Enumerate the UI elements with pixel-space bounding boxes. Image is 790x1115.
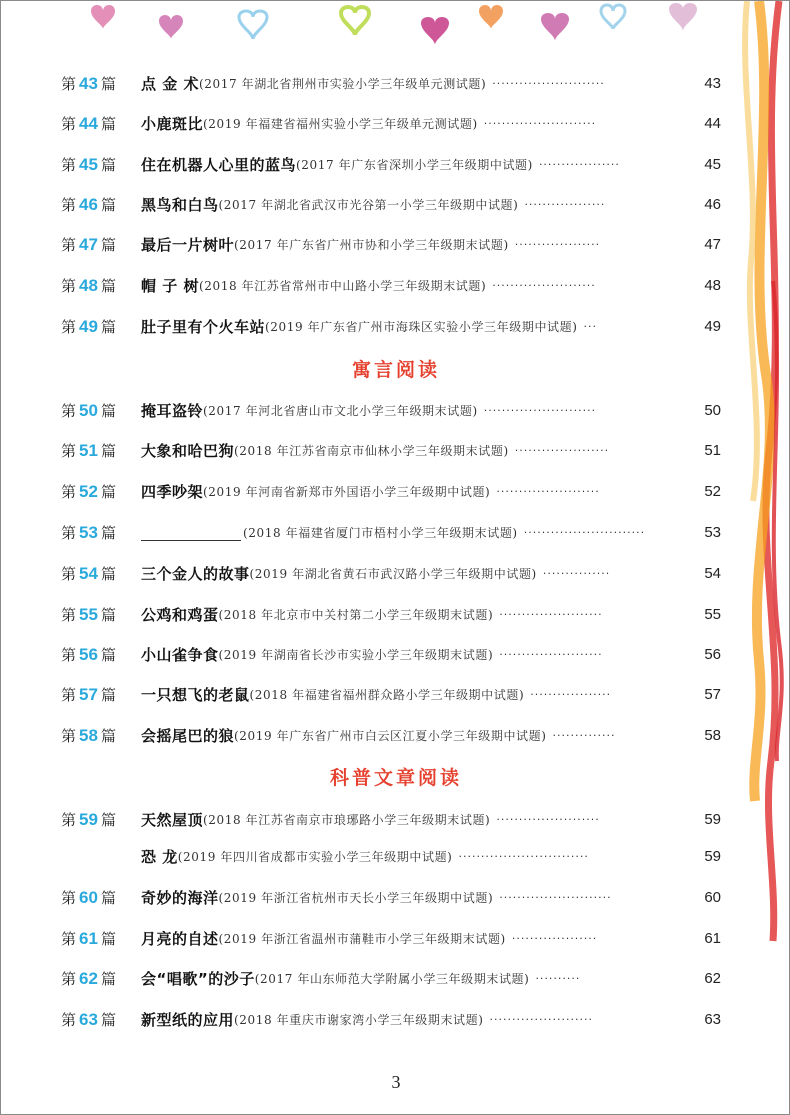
entry-line [141, 642, 603, 668]
entry-line [141, 192, 605, 218]
entry-line [141, 71, 605, 97]
entry-prefix [61, 844, 67, 870]
dot-leader: ························· [483, 117, 597, 130]
entry-source: (2017 年广东省广州市协和小学三年级期末试题) [234, 238, 509, 252]
entry-title: 月亮的自述 [141, 930, 219, 948]
entry-page: 62 [704, 970, 721, 987]
entry-page: 56 [704, 646, 721, 663]
dot-leader: ······················· [496, 485, 600, 498]
entry-prefix [61, 602, 116, 628]
entry-line [141, 807, 600, 833]
entry-source: (2018 年福建省福州群众路小学三年级期中试题) [249, 688, 525, 702]
toc-entry [1, 1007, 790, 1033]
entry-line [141, 926, 597, 952]
entry-number: 62 [79, 969, 98, 988]
heart-icon [669, 3, 697, 31]
heart-icon [341, 7, 369, 35]
entry-prefix-di: 第 [61, 727, 77, 745]
entry-title: 会摇尾巴的狼 [141, 727, 235, 745]
entry-page: 61 [704, 930, 721, 947]
toc-entry [1, 111, 790, 137]
heart-icon [421, 17, 449, 45]
dot-leader: ······················· [489, 1013, 593, 1026]
toc-entry [1, 479, 790, 505]
entry-source: (2017 年湖北省武汉市光谷第一小学三年级期中试题) [218, 198, 519, 212]
dot-leader: ······················· [496, 813, 600, 826]
entry-prefix-pian: 篇 [100, 442, 116, 460]
entry-prefix-di: 第 [61, 115, 77, 133]
dot-leader: ·················· [538, 158, 620, 171]
entry-number: 54 [79, 564, 98, 583]
hearts-decoration [1, 1, 790, 49]
entry-prefix-di: 第 [61, 156, 77, 174]
entry-number: 55 [79, 605, 98, 624]
toc-entry [1, 723, 790, 749]
entry-line [141, 520, 645, 546]
entry-source: (2018 年江苏省南京市仙林小学三年级期末试题) [234, 444, 509, 458]
entry-prefix-pian: 篇 [100, 196, 116, 214]
entry-number: 59 [79, 810, 98, 829]
entry-line [141, 1007, 593, 1033]
entry-title: 黑鸟和白鸟 [141, 196, 219, 214]
entry-page: 44 [704, 115, 721, 132]
entry-line [141, 844, 589, 870]
entry-title: 新型纸的应用 [141, 1011, 235, 1029]
entry-title: 天然屋顶 [141, 811, 204, 829]
section-heading-fables: 寓言阅读 [351, 359, 440, 381]
heart-icon [601, 5, 625, 29]
entry-prefix-pian: 篇 [100, 524, 116, 542]
entry-source: (2019 年湖北省黄石市武汉路小学三年级期中试题) [249, 567, 537, 581]
dot-leader: ······················· [499, 608, 603, 621]
entry-title: 一只想飞的老鼠 [141, 686, 250, 704]
toc-entry [1, 438, 790, 464]
entry-source: (2019 年广东省广州市海珠区实验小学三年级期中试题) [265, 320, 578, 334]
toc-entry [1, 520, 790, 546]
entry-page: 55 [704, 606, 721, 623]
entry-page: 48 [704, 277, 721, 294]
toc-entry [1, 314, 790, 340]
entry-prefix [61, 314, 116, 340]
entry-prefix [61, 966, 116, 992]
entry-title: 帽 子 树 [141, 277, 199, 295]
entry-prefix-pian: 篇 [100, 970, 116, 988]
entry-line [141, 602, 603, 628]
entry-line [141, 314, 597, 340]
entry-page: 60 [704, 889, 721, 906]
entry-prefix-pian: 篇 [100, 236, 116, 254]
toc-entry [1, 398, 790, 424]
toc-entry [1, 807, 790, 833]
entry-line [141, 885, 612, 911]
entry-source: (2019 年浙江省杭州市天长小学三年级期中试题) [218, 891, 494, 905]
entry-number: 52 [79, 482, 98, 501]
entry-page: 46 [704, 196, 721, 213]
entry-prefix-pian: 篇 [100, 156, 116, 174]
entry-prefix [61, 438, 116, 464]
entry-number: 61 [79, 929, 98, 948]
entry-prefix [61, 682, 116, 708]
entry-prefix-di: 第 [61, 236, 77, 254]
dot-leader: ························· [492, 77, 605, 90]
entry-prefix-pian: 篇 [100, 402, 116, 420]
entry-prefix-di: 第 [61, 75, 77, 93]
entry-page: 57 [704, 686, 721, 703]
entry-prefix-di: 第 [61, 196, 77, 214]
entry-source: (2019 年湖南省长沙市实验小学三年级期末试题) [218, 648, 494, 662]
heart-icon [91, 5, 115, 29]
entry-prefix [61, 192, 116, 218]
entry-prefix [61, 723, 116, 749]
heart-icon [239, 11, 267, 39]
entry-prefix-di: 第 [61, 811, 77, 829]
heart-icon [541, 13, 569, 41]
entry-source: (2018 年江苏省常州市中山路小学三年级期末试题) [198, 279, 487, 293]
entry-page: 49 [704, 318, 721, 335]
entry-page: 63 [704, 1011, 721, 1028]
entry-page: 51 [704, 442, 721, 459]
entry-prefix [61, 479, 116, 505]
dot-leader: ··························· [523, 526, 646, 539]
heart-icon [159, 15, 183, 39]
dot-leader: ··················· [511, 932, 598, 945]
entry-prefix-pian: 篇 [100, 889, 116, 907]
entry-prefix-pian: 篇 [100, 930, 116, 948]
entry-page: 43 [704, 75, 721, 92]
entry-prefix-pian: 篇 [100, 727, 116, 745]
entry-source: (2019 年河南省新郑市外国语小学三年级期中试题) [203, 485, 491, 499]
entry-page: 54 [704, 565, 721, 582]
entry-line [141, 479, 600, 505]
entry-page: 52 [704, 483, 721, 500]
entry-title: 四季吵架 [141, 483, 204, 501]
entry-number: 46 [79, 195, 98, 214]
entry-prefix-di: 第 [61, 970, 77, 988]
dot-leader: ····························· [458, 850, 589, 863]
entry-prefix [61, 273, 116, 299]
entry-title: 肚子里有个火车站 [141, 318, 266, 336]
entry-prefix-di: 第 [61, 402, 77, 420]
entry-source: (2018 年北京市中关村第二小学三年级期末试题) [218, 608, 494, 622]
toc-entry [1, 152, 790, 178]
entry-number: 44 [79, 114, 98, 133]
toc-entry [1, 561, 790, 587]
toc-entry [1, 682, 790, 708]
entry-prefix [61, 1007, 116, 1033]
entry-title: 掩耳盗铃 [141, 402, 204, 420]
entry-prefix-pian: 篇 [100, 686, 116, 704]
entry-page: 50 [704, 402, 721, 419]
toc-entry [1, 844, 790, 870]
entry-number: 58 [79, 726, 98, 745]
entry-title: 会“唱歌”的沙子 [141, 970, 255, 988]
entry-prefix-di: 第 [61, 930, 77, 948]
entry-prefix-pian: 篇 [100, 565, 116, 583]
dot-leader: ·············· [552, 729, 616, 742]
entry-prefix-di: 第 [61, 565, 77, 583]
dot-leader: ··············· [542, 567, 611, 580]
dot-leader: ························· [499, 891, 612, 904]
entry-prefix-pian: 篇 [100, 115, 116, 133]
entry-number: 48 [79, 276, 98, 295]
entry-number: 57 [79, 685, 98, 704]
entry-source: (2018 年江苏省南京市琅琊路小学三年级期末试题) [203, 813, 491, 827]
entry-prefix-pian: 篇 [100, 277, 116, 295]
entry-source: (2019 年广东省广州市白云区江夏小学三年级期中试题) [234, 729, 547, 743]
entry-prefix-pian: 篇 [100, 1011, 116, 1029]
entry-source: (2017 年河北省唐山市文北小学三年级期末试题) [203, 404, 478, 418]
entry-title: 小鹿斑比 [141, 115, 204, 133]
entry-prefix-pian: 篇 [100, 646, 116, 664]
entry-source: (2017 年广东省深圳小学三年级期中试题) [296, 158, 533, 172]
entry-title: 小山雀争食 [141, 646, 219, 664]
entry-number: 49 [79, 317, 98, 336]
entry-prefix-di: 第 [61, 606, 77, 624]
entry-line [141, 273, 596, 299]
entry-title: 恐 龙 [141, 848, 178, 866]
entry-prefix [61, 152, 116, 178]
entry-page: 59 [704, 811, 721, 828]
entry-prefix-di: 第 [61, 646, 77, 664]
entry-prefix [61, 642, 116, 668]
entry-source: (2019 年福建省福州实验小学三年级单元测试题) [203, 117, 478, 131]
entry-number: 45 [79, 155, 98, 174]
entry-line [141, 398, 596, 424]
page-number: 3 [391, 1072, 401, 1092]
entry-prefix-di: 第 [61, 889, 77, 907]
entry-title: 公鸡和鸡蛋 [141, 606, 219, 624]
toc-entry [1, 232, 790, 258]
dot-leader: ·········· [535, 972, 581, 985]
entry-prefix-pian: 篇 [100, 483, 116, 501]
toc-entry [1, 885, 790, 911]
entry-source: (2019 年浙江省温州市蒲鞋市小学三年级期末试题) [218, 932, 506, 946]
entry-prefix-di: 第 [61, 524, 77, 542]
dot-leader: ··· [583, 320, 598, 333]
entry-prefix [61, 71, 116, 97]
entry-number: 47 [79, 235, 98, 254]
entry-number: 50 [79, 401, 98, 420]
section-heading-science: 科普文章阅读 [329, 767, 462, 789]
entry-prefix [61, 885, 116, 911]
toc-entry [1, 273, 790, 299]
entry-page: 59 [704, 848, 721, 865]
entry-prefix-di: 第 [61, 1011, 77, 1029]
entry-title: 住在机器人心里的蓝鸟 [141, 156, 297, 174]
entry-line [141, 682, 611, 708]
entry-number: 63 [79, 1010, 98, 1029]
entry-prefix-di: 第 [61, 483, 77, 501]
toc-entry [1, 966, 790, 992]
entry-line [141, 723, 616, 749]
entry-source: (2017 年湖北省荆州市实验小学三年级单元测试题) [198, 77, 487, 91]
entry-prefix-di: 第 [61, 318, 77, 336]
toc-entry [1, 926, 790, 952]
toc-entry [1, 642, 790, 668]
dot-leader: ·················· [530, 688, 612, 701]
entry-title: 奇妙的海洋 [141, 889, 219, 907]
entry-source: (2019 年四川省成都市实验小学三年级期中试题) [177, 850, 453, 864]
entry-prefix-pian: 篇 [100, 318, 116, 336]
entry-line [141, 232, 600, 258]
entry-prefix-di: 第 [61, 442, 77, 460]
entry-title: 三个金人的故事 [141, 565, 250, 583]
entry-prefix [61, 232, 116, 258]
entry-line [141, 152, 620, 178]
entry-number: 43 [79, 74, 98, 93]
toc-entry [1, 71, 790, 97]
entry-line [141, 438, 609, 464]
entry-page: 53 [704, 524, 721, 541]
dot-leader: ··················· [514, 238, 601, 251]
dot-leader: ······················· [499, 648, 603, 661]
entry-prefix-pian: 篇 [100, 606, 116, 624]
entry-number: 51 [79, 441, 98, 460]
entry-prefix [61, 111, 116, 137]
heart-icon [479, 5, 503, 29]
entry-line [141, 561, 610, 587]
entry-prefix [61, 520, 116, 546]
entry-page: 45 [704, 156, 721, 173]
blank-title-line [141, 525, 241, 541]
entry-title: 最后一片树叶 [141, 236, 235, 254]
dot-leader: ·················· [524, 198, 606, 211]
entry-number: 53 [79, 523, 98, 542]
dot-leader: ························· [483, 404, 597, 417]
entry-title: 大象和哈巴狗 [141, 442, 235, 460]
entry-page: 47 [704, 236, 721, 253]
entry-prefix [61, 807, 116, 833]
entry-prefix-di: 第 [61, 277, 77, 295]
toc-entry [1, 192, 790, 218]
toc-entry [1, 602, 790, 628]
entry-prefix [61, 926, 116, 952]
entry-number: 60 [79, 888, 98, 907]
entry-title: 点 金 术 [141, 75, 199, 93]
entry-prefix [61, 561, 116, 587]
entry-line [141, 111, 596, 137]
entry-number: 56 [79, 645, 98, 664]
entry-source: (2018 年福建省厦门市梧村小学三年级期末试题) [243, 526, 518, 540]
dot-leader: ····················· [514, 444, 610, 457]
entry-source: (2017 年山东师范大学附属小学三年级期末试题) [254, 972, 530, 986]
dot-leader: ······················· [492, 279, 596, 292]
entry-prefix-pian: 篇 [100, 75, 116, 93]
entry-prefix [61, 398, 116, 424]
entry-prefix-di: 第 [61, 686, 77, 704]
entry-source: (2018 年重庆市谢家湾小学三年级期末试题) [234, 1013, 484, 1027]
entry-line [141, 966, 580, 992]
entry-page: 58 [704, 727, 721, 744]
entry-prefix-pian: 篇 [100, 811, 116, 829]
